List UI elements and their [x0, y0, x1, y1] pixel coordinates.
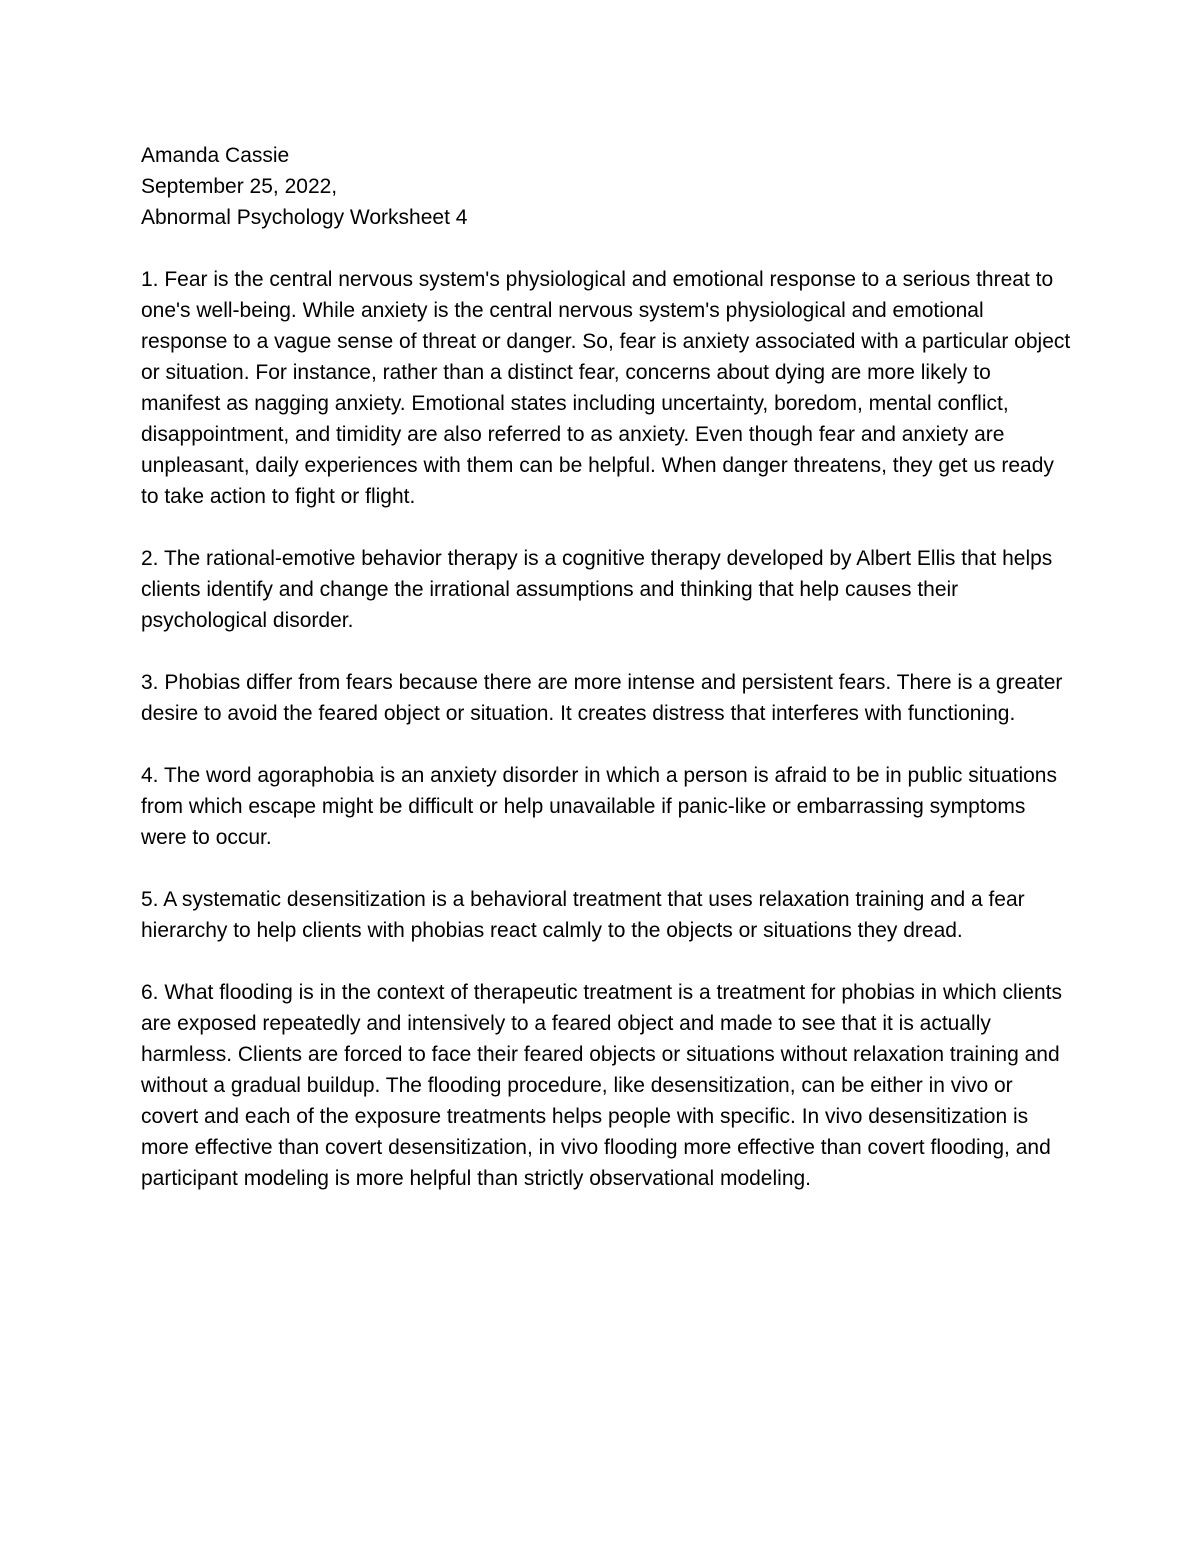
document-header [141, 140, 1071, 233]
author-name: Amanda Cassie [141, 144, 290, 167]
answer-6: 6. What flooding is in the context of therapeutic treatment is a treatment for phobias in which clients are exposed repeatedly and intensively to a feared object and made to see that it is actually harmless. Clients are forced to face their feared objects or situations without relaxation training and without a gradual buildup. The flooding procedure, like desensitization, can be either in vivo or covert and each of the exposure treatments helps people with specific. In vivo desensitization is more effective than covert desensitization, in vivo flooding more effective than covert flooding, and participant modeling is more helpful than strictly observational modeling. [141, 981, 1062, 1190]
answer-5: 5. A systematic desensitization is a behavioral treatment that uses relaxation training and a fear hierarchy to help clients with phobias react calmly to the objects or situations they dread. [141, 888, 1025, 942]
answer-1: 1. Fear is the central nervous system's physiological and emotional response to a serious threat to one's well-being. While anxiety is the central nervous system's physiological and emotional response to a vague sense of threat or danger. So, fear is anxiety associated with a particular object or situation. For instance, rather than a distinct fear, concerns about dying are more likely to manifest as nagging anxiety. Emotional states including uncertainty, boredom, mental conflict, disappointment, and timidity are also referred to as anxiety. Even though fear and anxiety are unpleasant, daily experiences with them can be helpful. When danger threatens, they get us ready to take action to fight or flight. [141, 268, 1071, 508]
answer-4: 4. The word agoraphobia is an anxiety disorder in which a person is afraid to be in public situations from which escape might be difficult or help unavailable if panic-like or embarrassing symptoms were to occur. [141, 764, 1057, 849]
document-date: September 25, 2022, [141, 175, 338, 198]
answer-2: 2. The rational-emotive behavior therapy is a cognitive therapy developed by Albert Ellis that helps clients identify and change the irrational assumptions and thinking that help causes their psychological disorder. [141, 547, 1053, 632]
document-body [141, 140, 1071, 1194]
answer-3: 3. Phobias differ from fears because there are more intense and persistent fears. There is a greater desire to avoid the feared object or situation. It creates distress that interferes with functioning. [141, 671, 1063, 725]
document-title: Abnormal Psychology Worksheet 4 [141, 206, 468, 229]
